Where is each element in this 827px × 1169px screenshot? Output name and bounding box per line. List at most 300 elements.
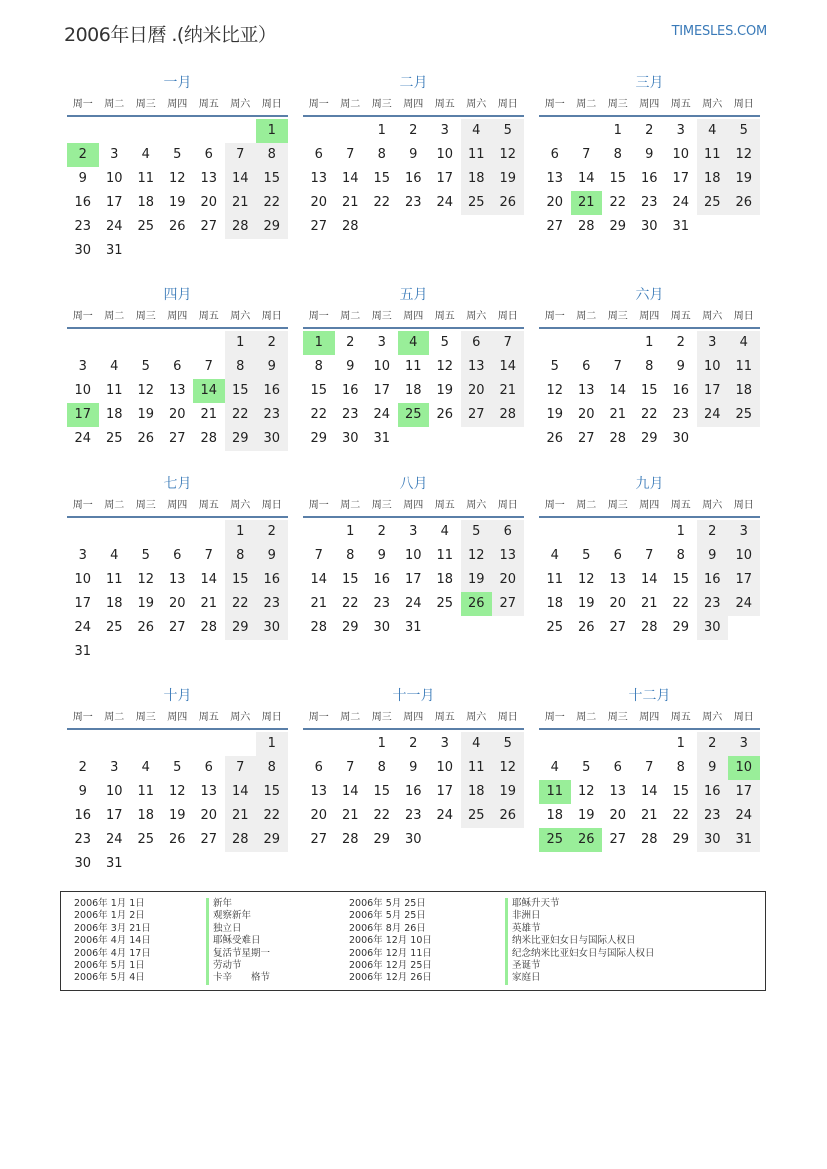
holiday-day-cell: 2 xyxy=(67,143,99,167)
day-cell: 5 xyxy=(582,760,591,775)
day-cell: 19 xyxy=(168,808,186,823)
weekday-label: 周三 xyxy=(371,99,392,110)
day-cell: 15 xyxy=(373,784,391,799)
day-cell: 1 xyxy=(645,335,654,350)
day-cell: 30 xyxy=(256,427,288,451)
weekday-label: 周五 xyxy=(198,311,219,322)
day-cell: 31 xyxy=(105,243,123,258)
day-cell: 25 xyxy=(728,403,760,427)
empty-day-cell xyxy=(634,520,666,544)
day-cell: 7 xyxy=(225,143,257,167)
month-name: 十月 xyxy=(163,688,192,704)
day-cell: 19 xyxy=(137,407,155,422)
day-cell: 10 xyxy=(404,548,422,563)
weekday-label: 周一 xyxy=(308,99,329,110)
week-row xyxy=(539,167,760,191)
day-cell: 18 xyxy=(697,167,729,191)
month-2 xyxy=(303,73,524,239)
day-cell: 14 xyxy=(341,171,359,186)
weekday-header xyxy=(539,708,760,730)
empty-day-cell xyxy=(130,119,162,143)
holiday-day-cell: 11 xyxy=(539,780,571,804)
month-8 xyxy=(303,474,524,640)
empty-day-cell xyxy=(492,828,524,852)
weekday-label: 周三 xyxy=(607,500,628,511)
week-row xyxy=(303,191,524,215)
holiday-day-cell: 1 xyxy=(303,331,335,355)
day-cell: 15 xyxy=(225,379,257,403)
holiday-name: 耶稣升天节 xyxy=(505,898,655,910)
day-cell: 27 xyxy=(200,219,218,234)
empty-day-cell xyxy=(571,119,603,143)
day-cell: 3 xyxy=(78,548,87,563)
weekday-label: 周四 xyxy=(639,500,660,511)
day-cell: 17 xyxy=(436,171,454,186)
empty-day-cell xyxy=(461,616,493,640)
day-cell: 21 xyxy=(492,379,524,403)
day-cell: 15 xyxy=(672,572,690,587)
week-row xyxy=(67,828,288,852)
day-cell: 15 xyxy=(373,171,391,186)
day-cell: 7 xyxy=(346,760,355,775)
holiday-date: 2006年 12月 26日 xyxy=(349,972,432,984)
day-cell: 3 xyxy=(728,520,760,544)
empty-day-cell xyxy=(602,331,634,355)
day-cell: 25 xyxy=(105,620,123,635)
day-cell: 4 xyxy=(550,548,559,563)
day-cell: 13 xyxy=(168,572,186,587)
day-cell: 31 xyxy=(373,431,391,446)
day-cell: 11 xyxy=(137,171,155,186)
holiday-day-cell: 4 xyxy=(398,331,430,355)
day-cell: 9 xyxy=(645,147,654,162)
day-cell: 25 xyxy=(546,620,564,635)
holiday-name: 卡辛 格节 xyxy=(206,972,270,984)
empty-day-cell xyxy=(602,732,634,756)
day-cell: 18 xyxy=(461,780,493,804)
holiday-list xyxy=(60,891,766,991)
day-cell: 17 xyxy=(373,383,391,398)
day-cell: 19 xyxy=(461,568,493,592)
day-cell: 6 xyxy=(461,331,493,355)
weekday-label: 周五 xyxy=(434,311,455,322)
day-cell: 11 xyxy=(105,383,123,398)
day-cell: 10 xyxy=(74,572,92,587)
weekday-label: 周六 xyxy=(230,311,251,322)
day-cell: 25 xyxy=(137,832,155,847)
day-cell: 19 xyxy=(577,596,595,611)
empty-day-cell xyxy=(429,427,461,451)
day-cell: 27 xyxy=(168,431,186,446)
holiday-date: 2006年 4月 14日 xyxy=(74,935,151,947)
empty-day-cell xyxy=(429,828,461,852)
day-cell: 1 xyxy=(676,524,685,539)
day-cell: 11 xyxy=(137,784,155,799)
brand-link[interactable]: TIMESLES.COM xyxy=(671,24,767,39)
holiday-day-cell: 1 xyxy=(256,119,288,143)
holiday-day-cell: 26 xyxy=(461,592,493,616)
month-1 xyxy=(67,73,288,263)
day-cell: 9 xyxy=(377,548,386,563)
empty-day-cell xyxy=(162,119,194,143)
day-cell: 24 xyxy=(74,431,92,446)
day-cell: 7 xyxy=(204,548,213,563)
weekday-label: 周二 xyxy=(576,500,597,511)
day-cell: 1 xyxy=(676,736,685,751)
empty-day-cell xyxy=(492,215,524,239)
week-row xyxy=(67,732,288,756)
day-cell: 22 xyxy=(341,596,359,611)
day-cell: 14 xyxy=(225,780,257,804)
day-cell: 28 xyxy=(341,832,359,847)
day-cell: 19 xyxy=(492,167,524,191)
weekday-label: 周六 xyxy=(702,712,723,723)
day-cell: 11 xyxy=(404,359,422,374)
day-cell: 27 xyxy=(609,620,627,635)
day-cell: 4 xyxy=(440,524,449,539)
month-name: 四月 xyxy=(163,287,192,303)
day-cell: 19 xyxy=(546,407,564,422)
day-cell: 9 xyxy=(256,544,288,568)
month-days xyxy=(539,331,760,451)
day-cell: 9 xyxy=(697,544,729,568)
empty-day-cell xyxy=(67,331,99,355)
holiday-name: 家庭日 xyxy=(505,972,655,984)
day-cell: 29 xyxy=(256,828,288,852)
day-cell: 16 xyxy=(697,780,729,804)
week-row xyxy=(67,520,288,544)
day-cell: 15 xyxy=(256,780,288,804)
weekday-label: 周日 xyxy=(261,500,282,511)
day-cell: 28 xyxy=(310,620,328,635)
empty-day-cell xyxy=(67,732,99,756)
day-cell: 25 xyxy=(436,596,454,611)
day-cell: 13 xyxy=(310,171,328,186)
day-cell: 23 xyxy=(74,832,92,847)
weekday-label: 周三 xyxy=(135,500,156,511)
day-cell: 20 xyxy=(200,808,218,823)
month-10 xyxy=(67,686,288,876)
day-cell: 23 xyxy=(256,403,288,427)
day-cell: 6 xyxy=(582,359,591,374)
empty-day-cell xyxy=(130,520,162,544)
weekday-label: 周二 xyxy=(340,311,361,322)
week-row xyxy=(303,355,524,379)
day-cell: 12 xyxy=(546,383,564,398)
day-cell: 27 xyxy=(609,832,627,847)
day-cell: 2 xyxy=(697,520,729,544)
day-cell: 2 xyxy=(645,123,654,138)
weekday-label: 周三 xyxy=(607,311,628,322)
week-row xyxy=(539,119,760,143)
day-cell: 22 xyxy=(256,804,288,828)
day-cell: 16 xyxy=(404,784,422,799)
empty-day-cell xyxy=(303,520,335,544)
month-5 xyxy=(303,285,524,451)
weekday-label: 周日 xyxy=(261,712,282,723)
week-row xyxy=(539,804,760,828)
day-cell: 15 xyxy=(256,167,288,191)
weekday-label: 周三 xyxy=(607,712,628,723)
weekday-label: 周一 xyxy=(308,311,329,322)
day-cell: 13 xyxy=(492,544,524,568)
day-cell: 16 xyxy=(256,568,288,592)
day-cell: 26 xyxy=(728,191,760,215)
day-cell: 21 xyxy=(640,808,658,823)
day-cell: 6 xyxy=(314,147,323,162)
empty-day-cell xyxy=(697,427,729,451)
day-cell: 5 xyxy=(582,548,591,563)
day-cell: 24 xyxy=(436,195,454,210)
day-cell: 7 xyxy=(492,331,524,355)
empty-day-cell xyxy=(461,828,493,852)
day-cell: 23 xyxy=(697,804,729,828)
weekday-label: 周一 xyxy=(544,99,565,110)
holiday-name: 英雄节 xyxy=(505,923,655,935)
day-cell: 27 xyxy=(461,403,493,427)
month-days xyxy=(303,119,524,239)
day-cell: 2 xyxy=(409,736,418,751)
holiday-name: 纪念纳米比亚妇女日与国际人权日 xyxy=(505,948,655,960)
day-cell: 4 xyxy=(110,359,119,374)
day-cell: 31 xyxy=(74,644,92,659)
weekday-label: 周二 xyxy=(340,712,361,723)
weekday-label: 周二 xyxy=(104,500,125,511)
day-cell: 8 xyxy=(676,760,685,775)
week-row xyxy=(539,592,760,616)
day-cell: 13 xyxy=(461,355,493,379)
week-row xyxy=(539,427,760,451)
day-cell: 13 xyxy=(310,784,328,799)
week-row xyxy=(539,616,760,640)
day-cell: 21 xyxy=(640,596,658,611)
weekday-label: 周六 xyxy=(466,99,487,110)
day-cell: 20 xyxy=(310,808,328,823)
day-cell: 31 xyxy=(672,219,690,234)
day-cell: 17 xyxy=(728,568,760,592)
day-cell: 17 xyxy=(436,784,454,799)
week-row xyxy=(303,167,524,191)
day-cell: 23 xyxy=(341,407,359,422)
empty-day-cell xyxy=(193,520,225,544)
day-cell: 8 xyxy=(645,359,654,374)
day-cell: 11 xyxy=(546,572,564,587)
day-cell: 23 xyxy=(74,219,92,234)
day-cell: 7 xyxy=(314,548,323,563)
month-name: 七月 xyxy=(163,476,192,492)
weekday-label: 周四 xyxy=(639,311,660,322)
weekday-label: 周日 xyxy=(261,311,282,322)
day-cell: 17 xyxy=(74,596,92,611)
weekday-label: 周五 xyxy=(670,311,691,322)
weekday-label: 周六 xyxy=(466,500,487,511)
month-days xyxy=(539,732,760,852)
empty-day-cell xyxy=(571,732,603,756)
day-cell: 18 xyxy=(137,808,155,823)
holiday-date: 2006年 1月 2日 xyxy=(74,910,145,922)
holiday-date: 2006年 3月 21日 xyxy=(74,922,151,934)
month-7 xyxy=(67,474,288,664)
day-cell: 3 xyxy=(78,359,87,374)
weekday-label: 周五 xyxy=(434,99,455,110)
day-cell: 23 xyxy=(672,407,690,422)
day-cell: 13 xyxy=(168,383,186,398)
empty-day-cell xyxy=(539,520,571,544)
day-cell: 29 xyxy=(672,620,690,635)
day-cell: 23 xyxy=(373,596,391,611)
holiday-name: 圣诞节 xyxy=(505,960,655,972)
weekday-label: 周五 xyxy=(198,500,219,511)
day-cell: 16 xyxy=(74,808,92,823)
empty-day-cell xyxy=(130,852,162,876)
weekday-label: 周一 xyxy=(72,311,93,322)
empty-day-cell xyxy=(728,616,760,640)
weekday-label: 周五 xyxy=(670,500,691,511)
day-cell: 12 xyxy=(168,784,186,799)
day-cell: 30 xyxy=(672,431,690,446)
day-cell: 1 xyxy=(346,524,355,539)
day-cell: 18 xyxy=(105,596,123,611)
day-cell: 20 xyxy=(310,195,328,210)
day-cell: 13 xyxy=(200,171,218,186)
day-cell: 12 xyxy=(137,383,155,398)
day-cell: 10 xyxy=(105,784,123,799)
weekday-label: 周四 xyxy=(167,712,188,723)
day-cell: 14 xyxy=(640,784,658,799)
holiday-day-cell: 25 xyxy=(398,403,430,427)
empty-day-cell xyxy=(461,427,493,451)
day-cell: 29 xyxy=(672,832,690,847)
day-cell: 11 xyxy=(436,548,454,563)
month-4 xyxy=(67,285,288,451)
holiday-date: 2006年 4月 17日 xyxy=(74,947,151,959)
week-row xyxy=(67,804,288,828)
day-cell: 28 xyxy=(640,832,658,847)
week-row xyxy=(303,427,524,451)
day-cell: 22 xyxy=(672,808,690,823)
week-row xyxy=(67,167,288,191)
empty-day-cell xyxy=(99,732,131,756)
page-title: 2006年日曆 .(纳米比亚） xyxy=(64,24,277,46)
weekday-label: 周日 xyxy=(733,500,754,511)
day-cell: 24 xyxy=(728,592,760,616)
day-cell: 28 xyxy=(225,828,257,852)
week-row xyxy=(303,544,524,568)
day-cell: 5 xyxy=(492,732,524,756)
month-days xyxy=(303,331,524,451)
day-cell: 5 xyxy=(440,335,449,350)
day-cell: 17 xyxy=(728,780,760,804)
week-row xyxy=(303,780,524,804)
day-cell: 31 xyxy=(728,828,760,852)
day-cell: 22 xyxy=(373,195,391,210)
empty-day-cell xyxy=(571,331,603,355)
month-days xyxy=(539,119,760,239)
empty-day-cell xyxy=(162,331,194,355)
day-cell: 16 xyxy=(74,195,92,210)
day-cell: 5 xyxy=(173,760,182,775)
day-cell: 17 xyxy=(105,195,123,210)
day-cell: 30 xyxy=(404,832,422,847)
empty-day-cell xyxy=(634,732,666,756)
day-cell: 7 xyxy=(582,147,591,162)
holiday-name: 复活节星期一 xyxy=(206,948,270,960)
day-cell: 2 xyxy=(697,732,729,756)
weekday-label: 周三 xyxy=(371,311,392,322)
weekday-header xyxy=(539,95,760,117)
day-cell: 9 xyxy=(697,756,729,780)
day-cell: 6 xyxy=(204,147,213,162)
day-cell: 5 xyxy=(550,359,559,374)
day-cell: 24 xyxy=(105,832,123,847)
day-cell: 12 xyxy=(577,784,595,799)
day-cell: 18 xyxy=(436,572,454,587)
empty-day-cell xyxy=(492,427,524,451)
month-3 xyxy=(539,73,760,239)
day-cell: 14 xyxy=(200,572,218,587)
week-row xyxy=(539,544,760,568)
empty-day-cell xyxy=(162,732,194,756)
day-cell: 12 xyxy=(577,572,595,587)
day-cell: 8 xyxy=(676,548,685,563)
empty-day-cell xyxy=(539,331,571,355)
day-cell: 1 xyxy=(377,123,386,138)
week-row xyxy=(539,756,760,780)
month-days xyxy=(67,520,288,664)
day-cell: 5 xyxy=(141,359,150,374)
day-cell: 15 xyxy=(609,171,627,186)
day-cell: 1 xyxy=(225,520,257,544)
weekday-label: 周三 xyxy=(371,712,392,723)
empty-day-cell xyxy=(225,239,257,263)
day-cell: 21 xyxy=(341,195,359,210)
day-cell: 5 xyxy=(173,147,182,162)
week-row xyxy=(67,119,288,143)
empty-day-cell xyxy=(728,427,760,451)
week-row xyxy=(303,520,524,544)
empty-day-cell xyxy=(539,732,571,756)
month-name: 十二月 xyxy=(628,688,671,704)
day-cell: 7 xyxy=(204,359,213,374)
holiday-names-col-1 xyxy=(206,898,270,985)
weekday-label: 周二 xyxy=(104,712,125,723)
week-row xyxy=(539,520,760,544)
day-cell: 3 xyxy=(728,732,760,756)
day-cell: 24 xyxy=(728,804,760,828)
day-cell: 9 xyxy=(256,355,288,379)
empty-day-cell xyxy=(571,520,603,544)
empty-day-cell xyxy=(335,732,367,756)
day-cell: 30 xyxy=(74,856,92,871)
empty-day-cell xyxy=(602,520,634,544)
day-cell: 18 xyxy=(546,808,564,823)
day-cell: 16 xyxy=(672,383,690,398)
empty-day-cell xyxy=(429,616,461,640)
holiday-dates-col-1 xyxy=(74,898,151,985)
day-cell: 3 xyxy=(110,760,119,775)
weekday-label: 周六 xyxy=(230,712,251,723)
empty-day-cell xyxy=(130,331,162,355)
week-row xyxy=(67,331,288,355)
day-cell: 7 xyxy=(645,760,654,775)
day-cell: 30 xyxy=(373,620,391,635)
day-cell: 23 xyxy=(404,195,422,210)
weekday-label: 周四 xyxy=(167,99,188,110)
empty-day-cell xyxy=(429,215,461,239)
empty-day-cell xyxy=(539,119,571,143)
day-cell: 16 xyxy=(640,171,658,186)
week-row xyxy=(67,756,288,780)
